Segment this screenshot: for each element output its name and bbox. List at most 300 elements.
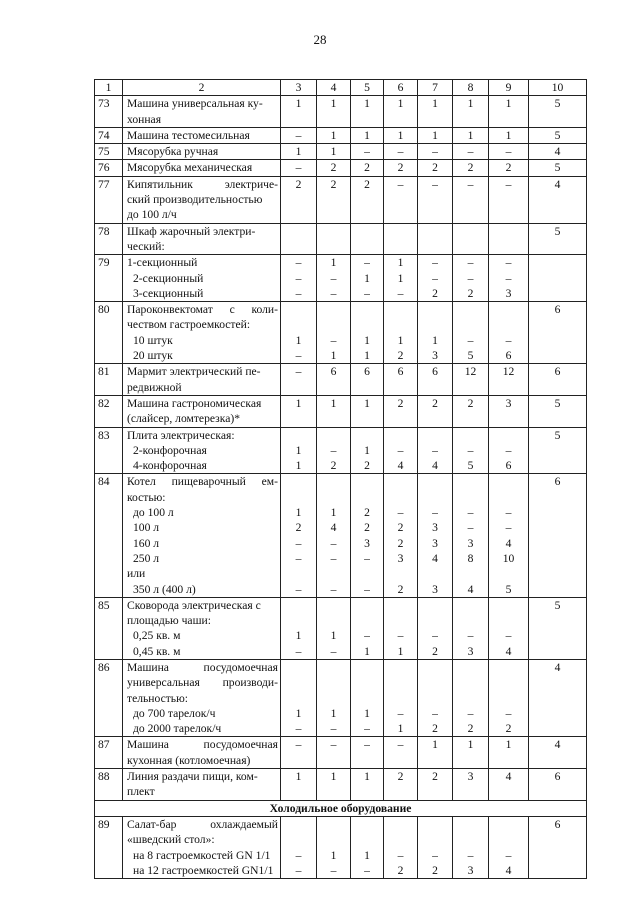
quantity-cell xyxy=(453,784,489,800)
quantity-cell: 1 xyxy=(351,333,384,348)
service-life-cell xyxy=(529,271,587,286)
quantity-cell: – xyxy=(281,551,317,566)
quantity-cell: 1 xyxy=(351,443,384,458)
quantity-cell: 1 xyxy=(317,628,351,643)
row-number xyxy=(95,271,123,286)
row-number xyxy=(95,582,123,598)
equipment-name: Машина гастрономическая xyxy=(123,395,281,411)
quantity-cell: 1 xyxy=(351,271,384,286)
quantity-cell: – xyxy=(281,644,317,660)
quantity-cell: 2 xyxy=(281,176,317,192)
row-number xyxy=(95,691,123,706)
service-life-cell xyxy=(529,286,587,302)
quantity-cell xyxy=(317,380,351,396)
quantity-cell xyxy=(453,691,489,706)
service-life-cell xyxy=(529,192,587,207)
quantity-cell: 1 xyxy=(281,706,317,721)
quantity-cell xyxy=(281,380,317,396)
table-row xyxy=(95,832,587,847)
table-row xyxy=(95,239,587,255)
quantity-cell xyxy=(418,192,453,207)
equipment-name: Кипятильник электриче- xyxy=(123,176,281,192)
quantity-cell: 4 xyxy=(489,536,529,551)
service-life-cell xyxy=(529,675,587,690)
quantity-cell xyxy=(384,239,418,255)
quantity-cell xyxy=(453,317,489,332)
service-life-cell xyxy=(529,520,587,535)
section-row xyxy=(95,800,587,816)
quantity-cell xyxy=(453,192,489,207)
quantity-cell xyxy=(489,223,529,239)
equipment-name: 2-конфорочная xyxy=(123,443,281,458)
header-cell: 10 xyxy=(529,80,587,96)
service-life-cell xyxy=(529,348,587,364)
service-life-cell: 6 xyxy=(529,816,587,832)
quantity-cell: 1 xyxy=(317,255,351,271)
table-row xyxy=(95,613,587,628)
quantity-cell xyxy=(489,112,529,128)
quantity-cell: 6 xyxy=(418,364,453,380)
row-number xyxy=(95,192,123,207)
service-life-cell xyxy=(529,458,587,474)
table-row xyxy=(95,737,587,753)
quantity-cell: 1 xyxy=(317,848,351,863)
service-life-cell xyxy=(529,317,587,332)
table-row xyxy=(95,96,587,112)
quantity-cell: – xyxy=(351,582,384,598)
quantity-cell: – xyxy=(453,706,489,721)
service-life-cell: 5 xyxy=(529,127,587,143)
quantity-cell: 3 xyxy=(453,769,489,785)
equipment-name: «шведский стол»: xyxy=(123,832,281,847)
quantity-cell: – xyxy=(317,863,351,879)
equipment-name: редвижной xyxy=(123,380,281,396)
quantity-cell xyxy=(351,302,384,318)
quantity-cell: – xyxy=(317,443,351,458)
service-life-cell xyxy=(529,691,587,706)
quantity-cell xyxy=(489,659,529,675)
equipment-name: (слайсер, ломтерезка)* xyxy=(123,411,281,427)
quantity-cell: 4 xyxy=(489,863,529,879)
quantity-cell: 2 xyxy=(418,644,453,660)
quantity-cell: 1 xyxy=(281,395,317,411)
service-life-cell: 5 xyxy=(529,427,587,443)
quantity-cell xyxy=(351,675,384,690)
header-cell: 2 xyxy=(123,80,281,96)
equipment-name: 0,25 кв. м xyxy=(123,628,281,643)
equipment-name: 250 л xyxy=(123,551,281,566)
quantity-cell xyxy=(351,239,384,255)
row-number: 79 xyxy=(95,255,123,271)
quantity-cell xyxy=(418,566,453,581)
quantity-cell xyxy=(489,832,529,847)
service-life-cell xyxy=(529,848,587,863)
quantity-cell: 1 xyxy=(384,127,418,143)
quantity-cell: 3 xyxy=(453,536,489,551)
service-life-cell: 5 xyxy=(529,395,587,411)
row-number xyxy=(95,380,123,396)
quantity-cell xyxy=(489,753,529,769)
equipment-name: Машина посудомоечная xyxy=(123,659,281,675)
quantity-cell xyxy=(317,112,351,128)
quantity-cell xyxy=(351,816,384,832)
quantity-cell xyxy=(384,474,418,490)
quantity-cell: 2 xyxy=(384,769,418,785)
equipment-name: на 8 гастроемкостей GN 1/1 xyxy=(123,848,281,863)
quantity-cell: – xyxy=(281,286,317,302)
quantity-cell xyxy=(281,302,317,318)
service-life-cell xyxy=(529,505,587,520)
equipment-name: Машина универсальная ку- xyxy=(123,96,281,112)
quantity-cell: – xyxy=(351,255,384,271)
table-row xyxy=(95,112,587,128)
header-cell: 4 xyxy=(317,80,351,96)
quantity-cell: 4 xyxy=(418,551,453,566)
service-life-cell xyxy=(529,490,587,505)
quantity-cell xyxy=(317,613,351,628)
quantity-cell: 2 xyxy=(384,348,418,364)
quantity-cell: 1 xyxy=(317,144,351,160)
quantity-cell: – xyxy=(489,333,529,348)
quantity-cell xyxy=(418,302,453,318)
quantity-cell: – xyxy=(317,644,351,660)
quantity-cell xyxy=(317,317,351,332)
quantity-cell xyxy=(317,691,351,706)
quantity-cell: 6 xyxy=(317,364,351,380)
quantity-cell: 1 xyxy=(489,127,529,143)
quantity-cell: – xyxy=(489,271,529,286)
quantity-cell xyxy=(351,207,384,223)
quantity-cell: 2 xyxy=(351,458,384,474)
quantity-cell: – xyxy=(317,333,351,348)
table-row xyxy=(95,427,587,443)
quantity-cell xyxy=(453,613,489,628)
quantity-cell: 4 xyxy=(384,458,418,474)
equipment-name: хонная xyxy=(123,112,281,128)
quantity-cell: – xyxy=(384,706,418,721)
row-number: 86 xyxy=(95,659,123,675)
table-row xyxy=(95,784,587,800)
quantity-cell: 1 xyxy=(418,737,453,753)
quantity-cell xyxy=(453,675,489,690)
quantity-cell: 3 xyxy=(418,582,453,598)
quantity-cell xyxy=(281,753,317,769)
table-row xyxy=(95,380,587,396)
quantity-cell xyxy=(418,659,453,675)
service-life-cell xyxy=(529,207,587,223)
quantity-cell: 1 xyxy=(453,737,489,753)
equipment-name: площадью чаши: xyxy=(123,613,281,628)
service-life-cell xyxy=(529,644,587,660)
quantity-cell xyxy=(351,784,384,800)
quantity-cell: 4 xyxy=(317,520,351,535)
quantity-cell xyxy=(418,239,453,255)
service-life-cell xyxy=(529,112,587,128)
quantity-cell: – xyxy=(317,536,351,551)
table-header-row xyxy=(95,80,587,96)
quantity-cell: 3 xyxy=(453,863,489,879)
quantity-cell xyxy=(418,691,453,706)
quantity-cell xyxy=(351,613,384,628)
quantity-cell xyxy=(489,691,529,706)
quantity-cell: 1 xyxy=(418,333,453,348)
quantity-cell xyxy=(317,566,351,581)
quantity-cell: – xyxy=(281,127,317,143)
equipment-name: Линия раздачи пищи, ком- xyxy=(123,769,281,785)
quantity-cell xyxy=(281,659,317,675)
row-number xyxy=(95,443,123,458)
row-number xyxy=(95,207,123,223)
service-life-cell: 4 xyxy=(529,659,587,675)
quantity-cell: 4 xyxy=(418,458,453,474)
table-row xyxy=(95,644,587,660)
service-life-cell: 4 xyxy=(529,176,587,192)
quantity-cell: 1 xyxy=(351,348,384,364)
quantity-cell: 6 xyxy=(489,348,529,364)
equipment-name: 0,45 кв. м xyxy=(123,644,281,660)
quantity-cell: 1 xyxy=(281,505,317,520)
table-row xyxy=(95,333,587,348)
quantity-cell: – xyxy=(281,348,317,364)
quantity-cell xyxy=(384,427,418,443)
quantity-cell xyxy=(384,659,418,675)
quantity-cell: – xyxy=(489,848,529,863)
quantity-cell: – xyxy=(384,505,418,520)
quantity-cell xyxy=(281,691,317,706)
quantity-cell: – xyxy=(281,721,317,737)
quantity-cell xyxy=(489,427,529,443)
quantity-cell: 1 xyxy=(317,769,351,785)
table-row xyxy=(95,691,587,706)
row-number xyxy=(95,551,123,566)
quantity-cell: – xyxy=(453,144,489,160)
quantity-cell xyxy=(384,112,418,128)
table-body xyxy=(95,80,587,879)
quantity-cell xyxy=(418,613,453,628)
quantity-cell xyxy=(281,784,317,800)
row-number xyxy=(95,505,123,520)
quantity-cell xyxy=(489,474,529,490)
table-row xyxy=(95,566,587,581)
service-life-cell xyxy=(529,566,587,581)
row-number: 84 xyxy=(95,474,123,490)
quantity-cell: 2 xyxy=(351,160,384,176)
quantity-cell: 1 xyxy=(351,769,384,785)
table-row xyxy=(95,597,587,613)
quantity-cell xyxy=(418,380,453,396)
table-row xyxy=(95,302,587,318)
quantity-cell xyxy=(351,427,384,443)
quantity-cell: – xyxy=(453,505,489,520)
quantity-cell xyxy=(317,490,351,505)
quantity-cell xyxy=(418,675,453,690)
quantity-cell: 1 xyxy=(384,333,418,348)
equipment-name: Мясорубка ручная xyxy=(123,144,281,160)
quantity-cell: 1 xyxy=(351,96,384,112)
quantity-cell: – xyxy=(453,443,489,458)
equipment-name: 10 штук xyxy=(123,333,281,348)
table-row xyxy=(95,160,587,176)
service-life-cell: 6 xyxy=(529,364,587,380)
quantity-cell: 1 xyxy=(351,706,384,721)
quantity-cell xyxy=(351,566,384,581)
service-life-cell: 5 xyxy=(529,160,587,176)
equipment-name: ческий: xyxy=(123,239,281,255)
header-cell: 9 xyxy=(489,80,529,96)
table-row xyxy=(95,395,587,411)
quantity-cell xyxy=(317,816,351,832)
quantity-cell: 2 xyxy=(317,160,351,176)
quantity-cell: – xyxy=(384,176,418,192)
header-cell: 7 xyxy=(418,80,453,96)
quantity-cell xyxy=(453,566,489,581)
equipment-name: Шкаф жарочный электри- xyxy=(123,223,281,239)
quantity-cell xyxy=(351,597,384,613)
quantity-cell: – xyxy=(317,286,351,302)
service-life-cell xyxy=(529,255,587,271)
quantity-cell: 2 xyxy=(418,721,453,737)
quantity-cell xyxy=(418,816,453,832)
quantity-cell: 2 xyxy=(453,160,489,176)
row-number xyxy=(95,286,123,302)
equipment-name: 160 л xyxy=(123,536,281,551)
quantity-cell: 1 xyxy=(418,127,453,143)
quantity-cell: 2 xyxy=(453,286,489,302)
table-row xyxy=(95,255,587,271)
table-row xyxy=(95,520,587,535)
quantity-cell xyxy=(489,566,529,581)
quantity-cell xyxy=(453,597,489,613)
equipment-name: Машина тестомесильная xyxy=(123,127,281,143)
quantity-cell xyxy=(384,832,418,847)
quantity-cell: – xyxy=(418,848,453,863)
quantity-cell xyxy=(281,223,317,239)
quantity-cell: 3 xyxy=(418,348,453,364)
quantity-cell xyxy=(317,192,351,207)
quantity-cell: 2 xyxy=(384,520,418,535)
quantity-cell: 2 xyxy=(317,176,351,192)
table-row xyxy=(95,551,587,566)
quantity-cell xyxy=(418,597,453,613)
quantity-cell: 2 xyxy=(418,769,453,785)
quantity-cell xyxy=(418,490,453,505)
row-number: 85 xyxy=(95,597,123,613)
service-life-cell: 5 xyxy=(529,96,587,112)
equipment-name: Мармит электрический пе- xyxy=(123,364,281,380)
equipment-name: Мясорубка механическая xyxy=(123,160,281,176)
quantity-cell: – xyxy=(281,255,317,271)
quantity-cell: 1 xyxy=(384,96,418,112)
quantity-cell: 1 xyxy=(281,144,317,160)
row-number xyxy=(95,520,123,535)
quantity-cell: – xyxy=(281,582,317,598)
quantity-cell xyxy=(317,207,351,223)
equipment-name: универсальная производи- xyxy=(123,675,281,690)
quantity-cell xyxy=(384,223,418,239)
quantity-cell xyxy=(418,427,453,443)
quantity-cell: – xyxy=(317,271,351,286)
row-number: 83 xyxy=(95,427,123,443)
row-number xyxy=(95,706,123,721)
header-cell: 1 xyxy=(95,80,123,96)
equipment-name: 2-секционный xyxy=(123,271,281,286)
quantity-cell: 3 xyxy=(418,536,453,551)
quantity-cell xyxy=(281,832,317,847)
quantity-cell: 6 xyxy=(351,364,384,380)
quantity-cell: – xyxy=(351,286,384,302)
quantity-cell xyxy=(453,112,489,128)
quantity-cell: 2 xyxy=(351,176,384,192)
quantity-cell: 1 xyxy=(281,443,317,458)
table-row xyxy=(95,207,587,223)
quantity-cell xyxy=(317,474,351,490)
quantity-cell: 1 xyxy=(317,96,351,112)
quantity-cell xyxy=(281,112,317,128)
section-title: Холодильное оборудование xyxy=(95,800,587,816)
quantity-cell: 5 xyxy=(489,582,529,598)
row-number xyxy=(95,628,123,643)
quantity-cell xyxy=(453,474,489,490)
quantity-cell: 10 xyxy=(489,551,529,566)
table-row xyxy=(95,271,587,286)
quantity-cell: 1 xyxy=(351,127,384,143)
row-number xyxy=(95,721,123,737)
quantity-cell xyxy=(281,490,317,505)
quantity-cell: 2 xyxy=(418,286,453,302)
quantity-cell xyxy=(351,832,384,847)
quantity-cell xyxy=(384,380,418,396)
quantity-cell xyxy=(453,659,489,675)
quantity-cell: 1 xyxy=(281,458,317,474)
table-row xyxy=(95,490,587,505)
quantity-cell: – xyxy=(384,144,418,160)
quantity-cell xyxy=(489,317,529,332)
quantity-cell xyxy=(384,192,418,207)
equipment-name: или xyxy=(123,566,281,581)
quantity-cell xyxy=(489,816,529,832)
quantity-cell: 1 xyxy=(281,769,317,785)
quantity-cell xyxy=(384,753,418,769)
quantity-cell xyxy=(418,784,453,800)
quantity-cell xyxy=(281,613,317,628)
quantity-cell xyxy=(453,816,489,832)
equipment-name: Машина посудомоечная xyxy=(123,737,281,753)
row-number xyxy=(95,458,123,474)
quantity-cell: – xyxy=(317,551,351,566)
quantity-cell: – xyxy=(418,505,453,520)
table-row xyxy=(95,848,587,863)
quantity-cell: – xyxy=(281,536,317,551)
quantity-cell: – xyxy=(418,176,453,192)
quantity-cell xyxy=(384,566,418,581)
equipment-name: Пароконвектомат с коли- xyxy=(123,302,281,318)
table-row xyxy=(95,348,587,364)
quantity-cell: 6 xyxy=(489,458,529,474)
table-row xyxy=(95,863,587,879)
quantity-cell: – xyxy=(384,737,418,753)
quantity-cell: – xyxy=(489,706,529,721)
quantity-cell xyxy=(351,411,384,427)
quantity-cell xyxy=(489,490,529,505)
row-number xyxy=(95,239,123,255)
quantity-cell: 2 xyxy=(384,582,418,598)
quantity-cell xyxy=(281,239,317,255)
quantity-cell: 4 xyxy=(489,644,529,660)
service-life-cell xyxy=(529,582,587,598)
quantity-cell xyxy=(317,675,351,690)
quantity-cell: 2 xyxy=(418,863,453,879)
row-number xyxy=(95,566,123,581)
